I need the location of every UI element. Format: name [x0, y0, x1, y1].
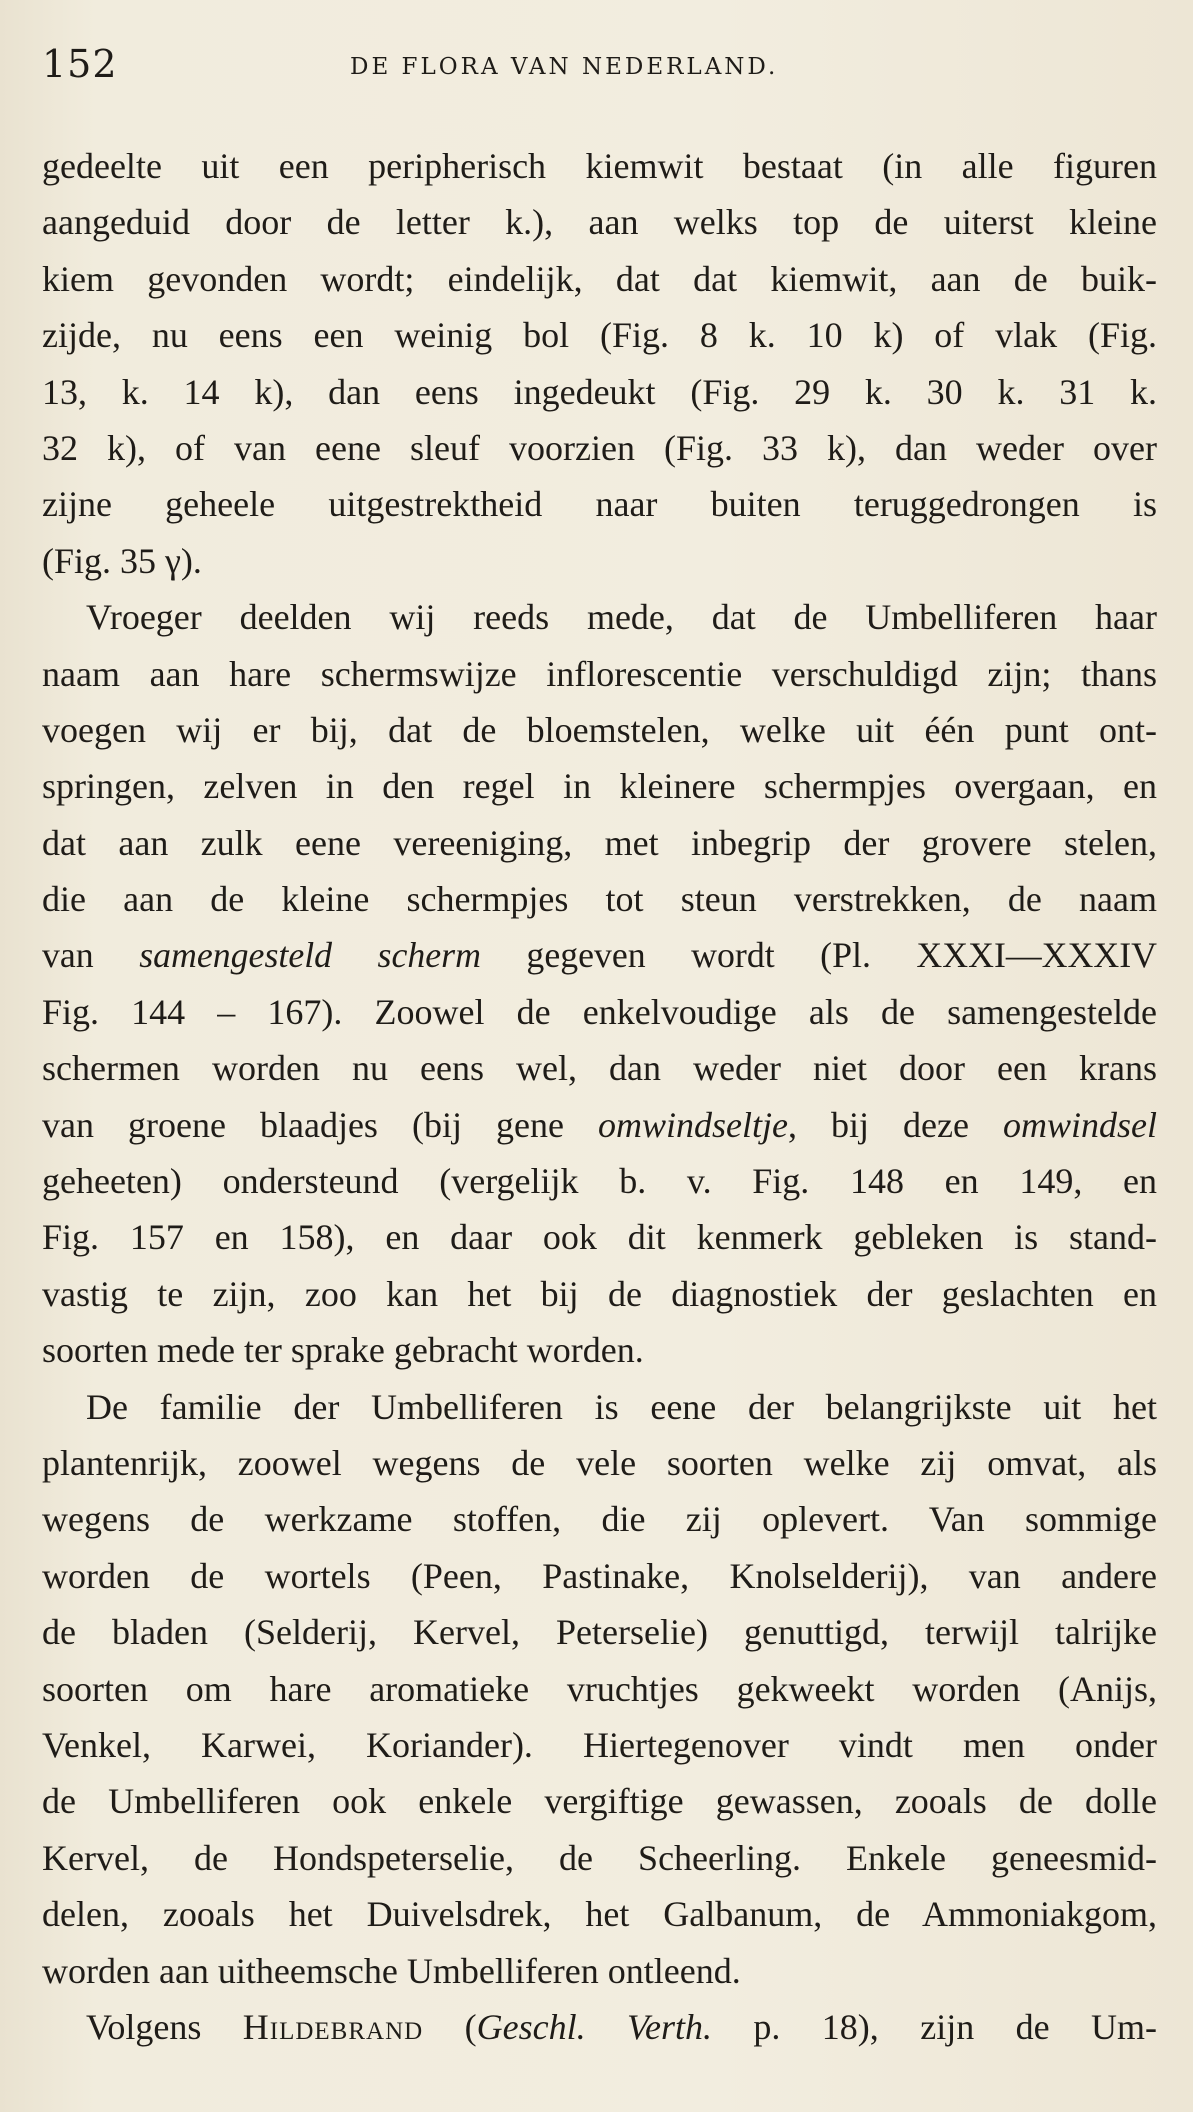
- text-line: springen, zelven in den regel in kleinere schermpjes overgaan, en: [42, 766, 1157, 807]
- author-name: Hildebrand: [242, 2006, 424, 2047]
- text-line: delen, zooals het Duivelsdrek, het Galbanum, de Ammoniakgom,: [42, 1894, 1157, 1935]
- text-line: dat aan zulk eene vereeniging, met inbegrip der grovere stelen,: [42, 822, 1157, 863]
- text-line: gedeelte uit een peripherisch kiemwit bestaat (in alle figuren: [42, 146, 1157, 186]
- text-line: de Umbelliferen ook enkele vergiftige gewassen, zooals de dolle: [42, 1781, 1157, 1822]
- body-text: [42, 138, 1157, 2055]
- text-line: worden aan uitheemsche Umbelliferen ontleend.: [42, 1950, 741, 1991]
- text-line: van groene blaadjes (bij gene omwindseltje, bij deze omwindsel: [42, 1104, 1157, 1145]
- text-line: voegen wij er bij, dat de bloemstelen, welke uit één punt ont-: [42, 709, 1157, 750]
- text-line: zijne geheele uitgestrektheid naar buiten teruggedrongen is: [42, 484, 1157, 525]
- italic-term: samengesteld scherm: [139, 935, 481, 976]
- text-line: 32 k), of van eene sleuf voorzien (Fig. 33 k), dan weder over: [42, 427, 1157, 468]
- text-line: 13, k. 14 k), dan eens ingedeukt (Fig. 29 k. 30 k. 31 k.: [42, 371, 1157, 412]
- page-number: 152: [42, 42, 118, 86]
- text-line: (Fig. 35 γ).: [42, 540, 202, 581]
- citation-title: Geschl. Verth.: [476, 2006, 712, 2047]
- text-line: Venkel, Karwei, Koriander). Hiertegenover vindt men onder: [42, 1724, 1157, 1765]
- italic-term: omwindseltje: [597, 1104, 788, 1145]
- text-line: van samengesteld scherm gegeven wordt (Pl. XXXI—XXXIV: [42, 935, 1157, 976]
- text-line: die aan de kleine schermpjes tot steun verstrekken, de naam: [42, 879, 1157, 920]
- text-line: zijde, nu eens een weinig bol (Fig. 8 k. 10 k) of vlak (Fig.: [42, 315, 1157, 356]
- page-header: [42, 42, 1157, 102]
- text-line: schermen worden nu eens wel, dan weder niet door een krans: [42, 1048, 1157, 1089]
- text-line: wegens de werkzame stoffen, die zij oplevert. Van sommige: [42, 1499, 1157, 1540]
- text-line: vastig te zijn, zoo kan het bij de diagnostiek der geslachten en: [42, 1273, 1157, 1314]
- text-line: Vroeger deelden wij reeds mede, dat de Umbelliferen haar: [86, 597, 1157, 638]
- text-line: plantenrijk, zoowel wegens de vele soorten welke zij omvat, als: [42, 1442, 1157, 1483]
- text-line: aangeduid door de letter k.), aan welks top de uiterst kleine: [42, 202, 1157, 243]
- text-line: Volgens Hildebrand (Geschl. Verth. p. 18), zijn de Um-: [86, 2006, 1157, 2047]
- running-title: DE FLORA VAN NEDERLAND.: [350, 54, 779, 80]
- text-line: kiem gevonden wordt; eindelijk, dat dat kiemwit, aan de buik-: [42, 258, 1157, 299]
- italic-term: omwindsel: [1002, 1104, 1157, 1145]
- text-line: soorten mede ter sprake gebracht worden.: [42, 1330, 644, 1371]
- text-line: de bladen (Selderij, Kervel, Peterselie) genuttigd, terwijl talrijke: [42, 1612, 1157, 1653]
- text-line: Fig. 144 – 167). Zoowel de enkelvoudige als de samengestelde: [42, 991, 1157, 1032]
- text-line: geheeten) ondersteund (vergelijk b. v. Fig. 148 en 149, en: [42, 1161, 1157, 1202]
- text-line: De familie der Umbelliferen is eene der belangrijkste uit het: [86, 1386, 1157, 1427]
- text-line: worden de wortels (Peen, Pastinake, Knolselderij), van andere: [42, 1555, 1157, 1596]
- text-line: naam aan hare schermswijze inflorescentie verschuldigd zijn; thans: [42, 653, 1157, 694]
- text-line: soorten om hare aromatieke vruchtjes gekweekt worden (Anijs,: [42, 1668, 1157, 1709]
- text-line: Fig. 157 en 158), en daar ook dit kenmerk gebleken is stand-: [42, 1217, 1157, 1258]
- text-line: Kervel, de Hondspeterselie, de Scheerling. Enkele geneesmid-: [42, 1837, 1157, 1878]
